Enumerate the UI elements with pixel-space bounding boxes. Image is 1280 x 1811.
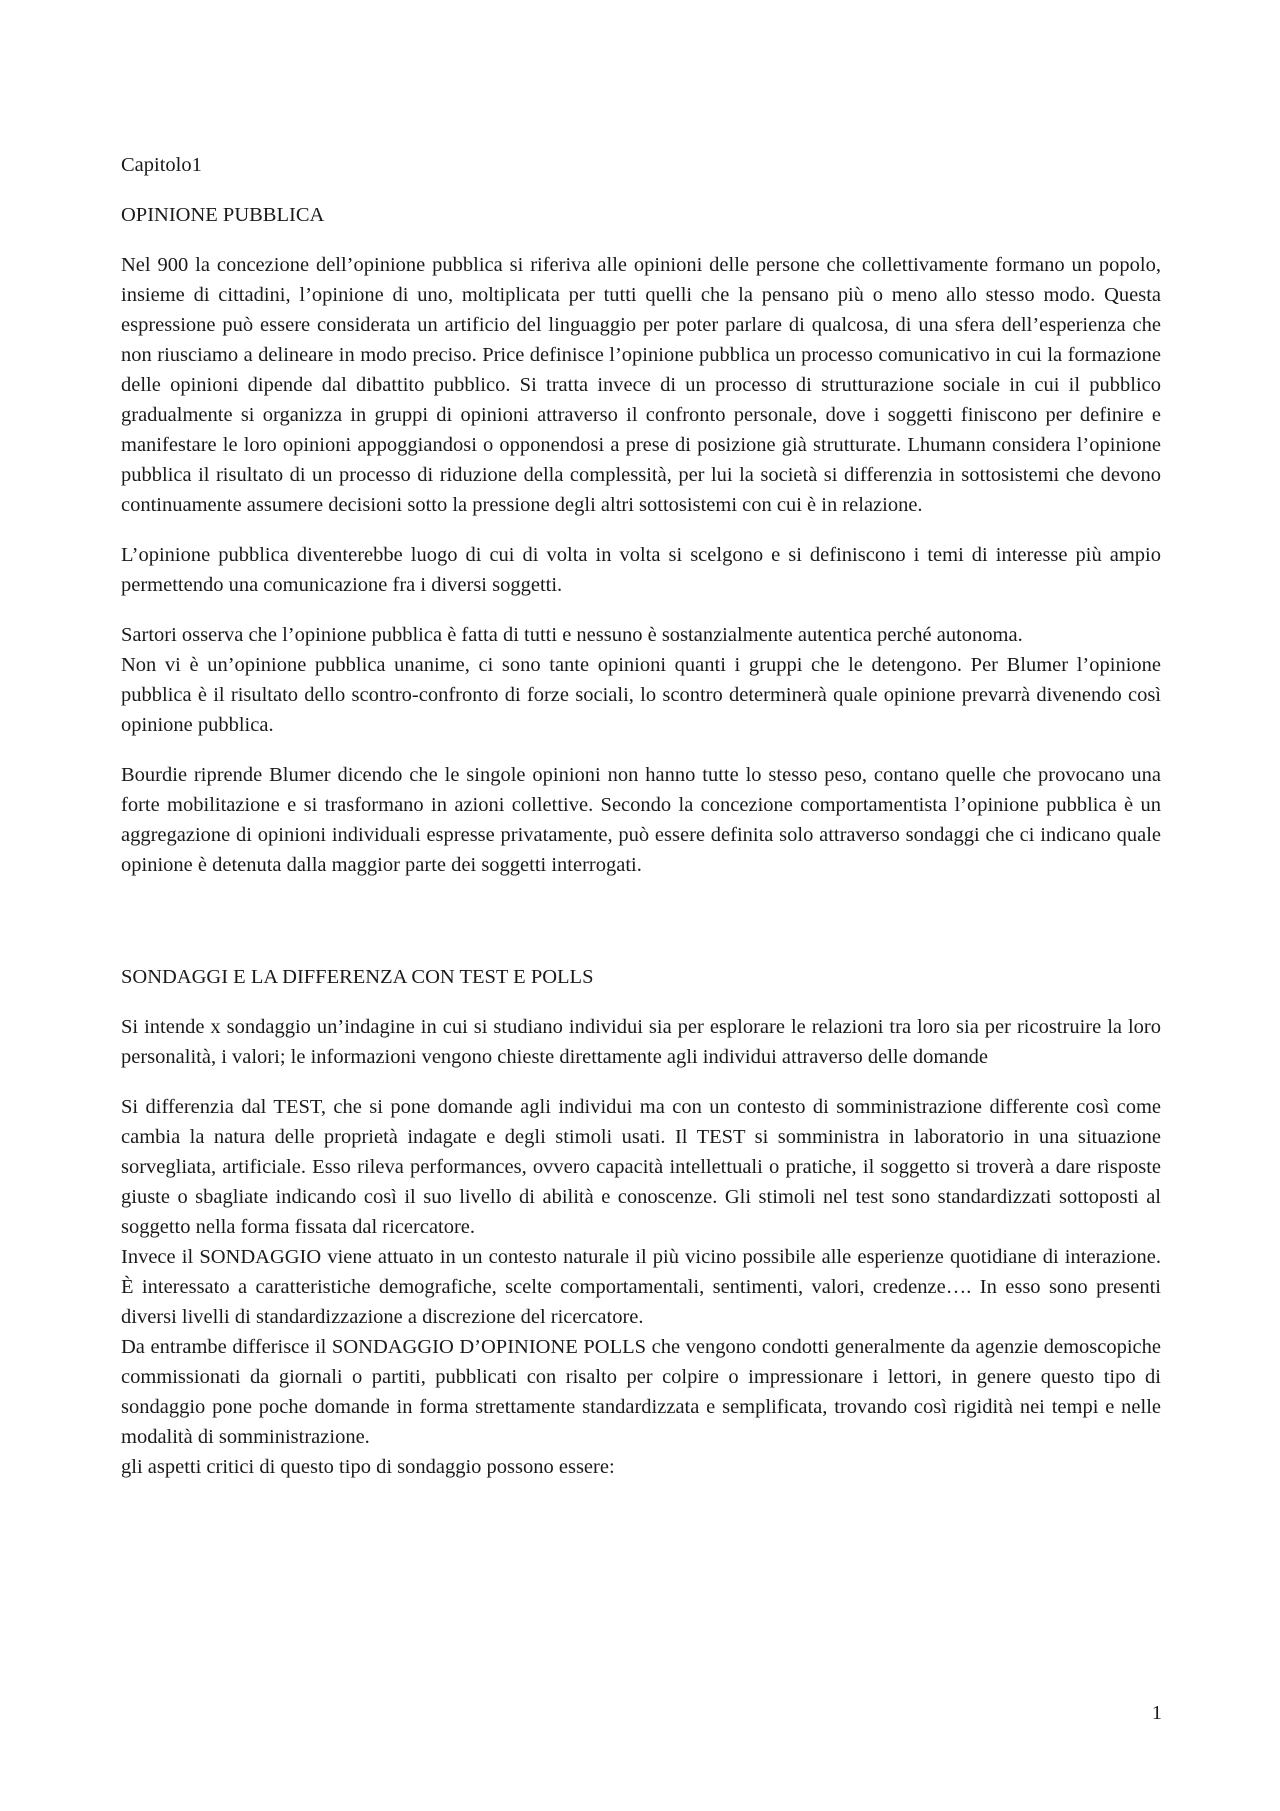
- paragraph: Nel 900 la concezione dell’opinione pubblica si riferiva alle opinioni delle persone che collettivamente formano un popolo, insieme di cittadini, l’opinione di uno, moltiplicata per tutti quelli che la pensano più o meno allo stesso modo. Questa espressione può essere considerata un artificio del linguaggio per poter parlare di qualcosa, di una sfera dell’esperienza che non riusciamo a delineare in modo preciso. Price definisce l’opinione pubblica un processo comunicativo in cui la formazione delle opinioni dipende dal dibattito pubblico. Si tratta invece di un processo di strutturazione sociale in cui il pubblico gradualmente si organizza in gruppi di opinioni attraverso il confronto personale, dove i soggetti finiscono per definire e manifestare le loro opinioni appoggiandosi o opponendosi a prese di posizione già strutturate. Lhumann considera l’opinione pubblica il risultato di un processo di riduzione della complessità, per lui la società si differenzia in sottosistemi che devono continuamente assumere decisioni sotto la pressione degli altri sottosistemi con cui è in relazione.: [121, 254, 1161, 516]
- chapter-label: Capitolo1: [121, 154, 202, 176]
- paragraph: Bourdie riprende Blumer dicendo che le singole opinioni non hanno tutte lo stesso peso, contano quelle che provocano una forte mobilitazione e si trasformano in azioni collettive. Secondo la concezione comportamentista l’opinione pubblica è un aggregazione di opinioni individuali espresse privatamente, può essere definita solo attraverso sondaggi che ci indicano quale opinione è detenuta dalla maggior parte dei soggetti interrogati.: [121, 764, 1161, 876]
- paragraph: gli aspetti critici di questo tipo di sondaggio possono essere:: [121, 1456, 615, 1478]
- paragraph: Si differenzia dal TEST, che si pone domande agli individui ma con un contesto di somministrazione differente così come cambia la natura delle proprietà indagate e degli stimoli usati. Il TEST si somministra in laboratorio in una situazione sorvegliata, artificiale. Esso rileva performances, ovvero capacità intellettuali o pratiche, il soggetto si troverà a dare risposte giuste o sbagliate indicando così il suo livello di abilità e conoscenze. Gli stimoli nel test sono standardizzati sottoposti al soggetto nella forma fissata dal ricercatore.: [121, 1096, 1161, 1238]
- paragraph: Da entrambe differisce il SONDAGGIO D’OPINIONE POLLS che vengono condotti generalmente da agenzie demoscopiche commissionati da giornali o partiti, pubblicati con risalto per colpire o impressionare i lettori, in genere questo tipo di sondaggio pone poche domande in forma strettamente standardizzata e semplificata, trovando così rigidità nei tempi e nelle modalità di somministrazione.: [121, 1336, 1161, 1448]
- page-content: [121, 150, 1161, 1482]
- section-title-opinione-pubblica: OPINIONE PUBBLICA: [121, 204, 325, 226]
- paragraph: L’opinione pubblica diventerebbe luogo di cui di volta in volta si scelgono e si definiscono i temi di interesse più ampio permettendo una comunicazione fra i diversi soggetti.: [121, 544, 1161, 596]
- paragraph: Si intende x sondaggio un’indagine in cui si studiano individui sia per esplorare le relazioni tra loro sia per ricostruire la loro personalità, i valori; le informazioni vengono chieste direttamente agli individui attraverso delle domande: [121, 1016, 1161, 1068]
- paragraph: Invece il SONDAGGIO viene attuato in un contesto naturale il più vicino possibile alle esperienze quotidiane di interazione. È interessato a caratteristiche demografiche, scelte comportamentali, sentimenti, valori, credenze…. In esso sono presenti diversi livelli di standardizzazione a discrezione del ricercatore.: [121, 1246, 1161, 1328]
- section-title-sondaggi: SONDAGGI E LA DIFFERENZA CON TEST E POLLS: [121, 966, 594, 988]
- paragraph: Sartori osserva che l’opinione pubblica è fatta di tutti e nessuno è sostanzialmente autentica perché autonoma.: [121, 624, 1023, 646]
- section-spacer: [121, 900, 1161, 962]
- paragraph: Non vi è un’opinione pubblica unanime, ci sono tante opinioni quanti i gruppi che le detengono. Per Blumer l’opinione pubblica è il risultato dello scontro-confronto di forze sociali, lo scontro determinerà quale opinione prevarrà divenendo così opinione pubblica.: [121, 654, 1161, 736]
- page-number: 1: [1151, 1702, 1162, 1724]
